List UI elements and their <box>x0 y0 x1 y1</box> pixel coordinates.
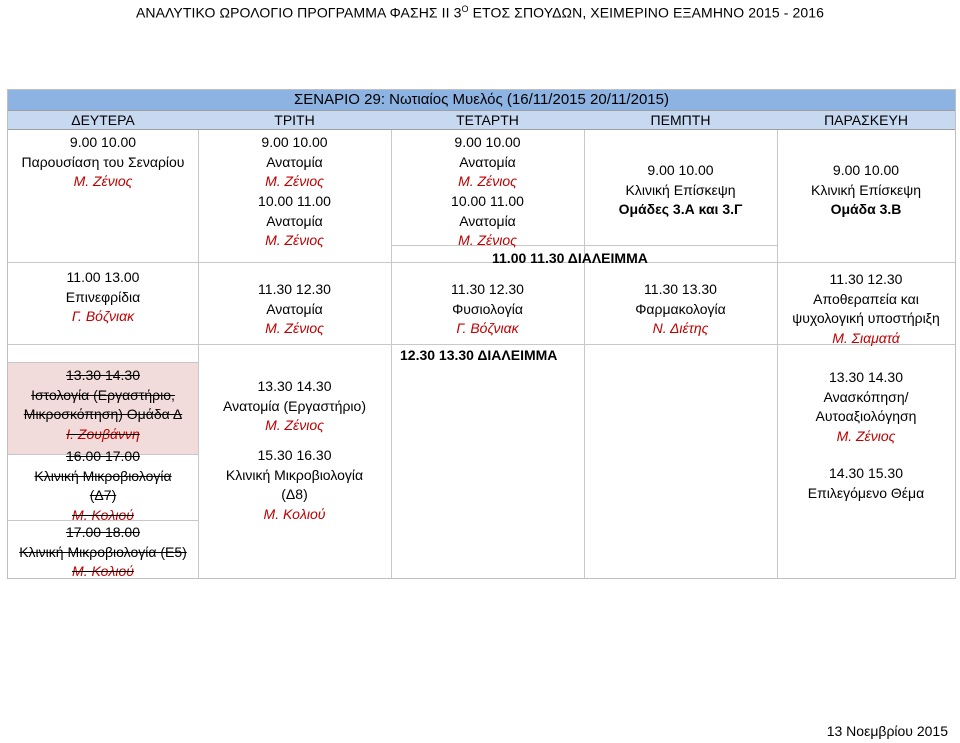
session-instructor: Μ. Ζένιος <box>458 232 517 248</box>
divider <box>8 262 198 263</box>
monday-session-1 <box>8 133 198 192</box>
session-instructor: Μ. Ζένιος <box>836 427 896 444</box>
session-instructor: Ν. Διέτης <box>652 320 709 336</box>
session-subject: Ανατομία <box>266 212 323 229</box>
session-subject: Ανατομία <box>459 153 516 170</box>
divider <box>777 262 955 263</box>
friday-session-2 <box>777 270 955 348</box>
session-subject: Κλινική Μικροβιολογία <box>225 466 364 483</box>
session-subject-cont: Αυτοαξιολόγηση <box>815 408 917 424</box>
tuesday-session-2 <box>198 192 391 251</box>
wednesday-session-1 <box>391 133 584 192</box>
session-subject: Επινεφρίδια <box>65 288 141 305</box>
session-subject: Φυσιολογία <box>452 300 523 317</box>
session-time: 9.00 10.00 <box>454 134 521 150</box>
session-instructor: Μ. Ζένιος <box>265 417 324 433</box>
tuesday-session-4 <box>198 377 391 436</box>
day-monday: ΔΕΥΤΕΡΑ <box>71 112 135 128</box>
session-time: 10.00 11.00 <box>258 193 331 209</box>
break-label-2: 12.30 13.30 ΔΙΑΛΕΙΜΜΑ <box>400 347 558 363</box>
session-subject: Αποθεραπεία και <box>813 290 919 307</box>
tuesday-session-3 <box>198 280 391 339</box>
session-subject: Ανατομία (Εργαστήριο) <box>223 397 366 414</box>
monday-session-3-cancelled <box>8 366 198 444</box>
day-wednesday: ΤΕΤΑΡΤΗ <box>456 112 519 128</box>
session-subject: Ανατομία <box>266 300 323 317</box>
tuesday-session-1 <box>198 133 391 192</box>
session-time: 11.30 13.30 <box>644 281 717 297</box>
session-time: 15.30 16.30 <box>257 447 332 463</box>
session-instructor: Γ. Βόζνιακ <box>456 320 519 336</box>
session-subject-cont: (Δ7) <box>89 487 117 503</box>
divider <box>391 344 777 345</box>
session-instructor: Μ. Ζένιος <box>265 232 324 248</box>
session-instructor: Ι. Ζουβάννη <box>66 425 140 442</box>
session-subject-cont: (Δ8) <box>281 486 308 502</box>
monday-session-4-cancelled <box>8 447 198 525</box>
footer-date: 13 Νοεμβρίου 2015 <box>826 723 948 739</box>
tuesday-session-5 <box>198 446 391 524</box>
session-time: 14.30 15.30 <box>829 465 903 481</box>
friday-session-1 <box>777 161 955 220</box>
session-time: 9.00 10.00 <box>832 162 900 178</box>
session-time: 11.30 12.30 <box>258 281 331 297</box>
monday-session-2 <box>8 268 198 327</box>
day-friday: ΠΑΡΑΣΚΕΥΗ <box>824 112 908 128</box>
session-instructor: Μ. Ζένιος <box>73 173 133 189</box>
wednesday-session-3 <box>391 280 584 339</box>
session-instructor: Μ. Κολιού <box>263 505 326 522</box>
session-groups: Ομάδα 3.Β <box>830 201 902 217</box>
session-instructor: Γ. Βόζνιακ <box>71 308 135 324</box>
session-time: 10.00 11.00 <box>451 193 524 209</box>
thursday-session-2 <box>584 280 777 339</box>
session-subject: Ανατομία <box>266 153 323 170</box>
scenario-title: ΣΕΝΑΡΙΟ 29: Νωτιαίος Μυελός (16/11/2015 20/11/2015) <box>8 90 955 110</box>
session-instructor: Μ. Ζένιος <box>265 320 324 336</box>
day-thursday: ΠΕΜΠΤΗ <box>650 112 711 128</box>
document-title: ΑΝΑΛΥΤΙΚΟ ΩΡΟΛΟΓΙΟ ΠΡΟΓΡΑΜΜΑ ΦΑΣΗΣ ΙΙ $3^O$ ΕΤΟΣ ΣΠΟΥΔΩΝ, ΧΕΙΜΕΡΙΝΟ ΕΞΑΜΗΝΟ 2015 - 2016 <box>135 4 825 21</box>
friday-session-3 <box>777 368 955 446</box>
session-subject: Φαρμακολογία <box>635 300 726 317</box>
session-time: 13.30 14.30 <box>257 378 332 394</box>
session-subject: Κλινική Μικροβιολογία (Ε5) <box>19 543 187 560</box>
session-time: 13.30 14.30 <box>66 367 140 383</box>
session-subject: Ανασκόπηση/ <box>823 388 909 405</box>
session-instructor: Μ. Ζένιος <box>265 173 324 189</box>
days-header <box>8 110 955 130</box>
session-instructor: Μ. Σιαματά <box>832 329 900 346</box>
day-tuesday: ΤΡΙΤΗ <box>274 112 315 128</box>
session-subject: Κλινική Επίσκεψη <box>625 181 736 198</box>
session-time: 9.00 10.00 <box>261 134 328 150</box>
session-subject: Ανατομία <box>459 212 516 229</box>
thursday-session-1 <box>584 161 777 220</box>
session-time: 13.30 14.30 <box>829 369 903 385</box>
break-label-1: 11.00 11.30 ΔΙΑΛΕΙΜΜΑ <box>492 250 648 266</box>
session-subject: Επιλεγόμενο Θέμα <box>807 484 925 501</box>
divider <box>198 262 391 263</box>
session-time: 17.00 18.00 <box>66 524 140 540</box>
wednesday-session-2 <box>391 192 584 251</box>
session-subject: Ιστολογία (Εργαστήριο, <box>31 386 175 403</box>
session-instructor: Μ. Κολιού <box>72 563 134 579</box>
session-groups: Ομάδες 3.Α και 3.Γ <box>618 201 743 217</box>
session-time: 11.30 12.30 <box>451 281 524 297</box>
monday-session-5-cancelled <box>8 523 198 582</box>
schedule-table <box>7 89 956 579</box>
session-time: 11.00 13.00 <box>66 269 140 285</box>
session-subject-cont: Μικροσκόπηση) Ομάδα Δ <box>23 406 183 422</box>
session-time: 16.00 17.00 <box>66 448 140 464</box>
session-subject-cont: ψυχολογική υποστήριξη <box>792 310 940 326</box>
session-subject: Κλινική Επίσκεψη <box>811 181 921 198</box>
session-time: 9.00 10.00 <box>647 162 714 178</box>
friday-session-4 <box>777 464 955 503</box>
session-time: 11.30 12.30 <box>829 271 903 287</box>
session-instructor: Μ. Ζένιος <box>458 173 517 189</box>
session-instructor: Μ. Κολιού <box>72 506 134 523</box>
session-subject: Παρουσίαση του Σεναρίου <box>21 153 185 170</box>
session-time: 9.00 10.00 <box>69 134 137 150</box>
session-subject: Κλινική Μικροβιολογία <box>34 467 172 484</box>
divider <box>8 362 198 363</box>
